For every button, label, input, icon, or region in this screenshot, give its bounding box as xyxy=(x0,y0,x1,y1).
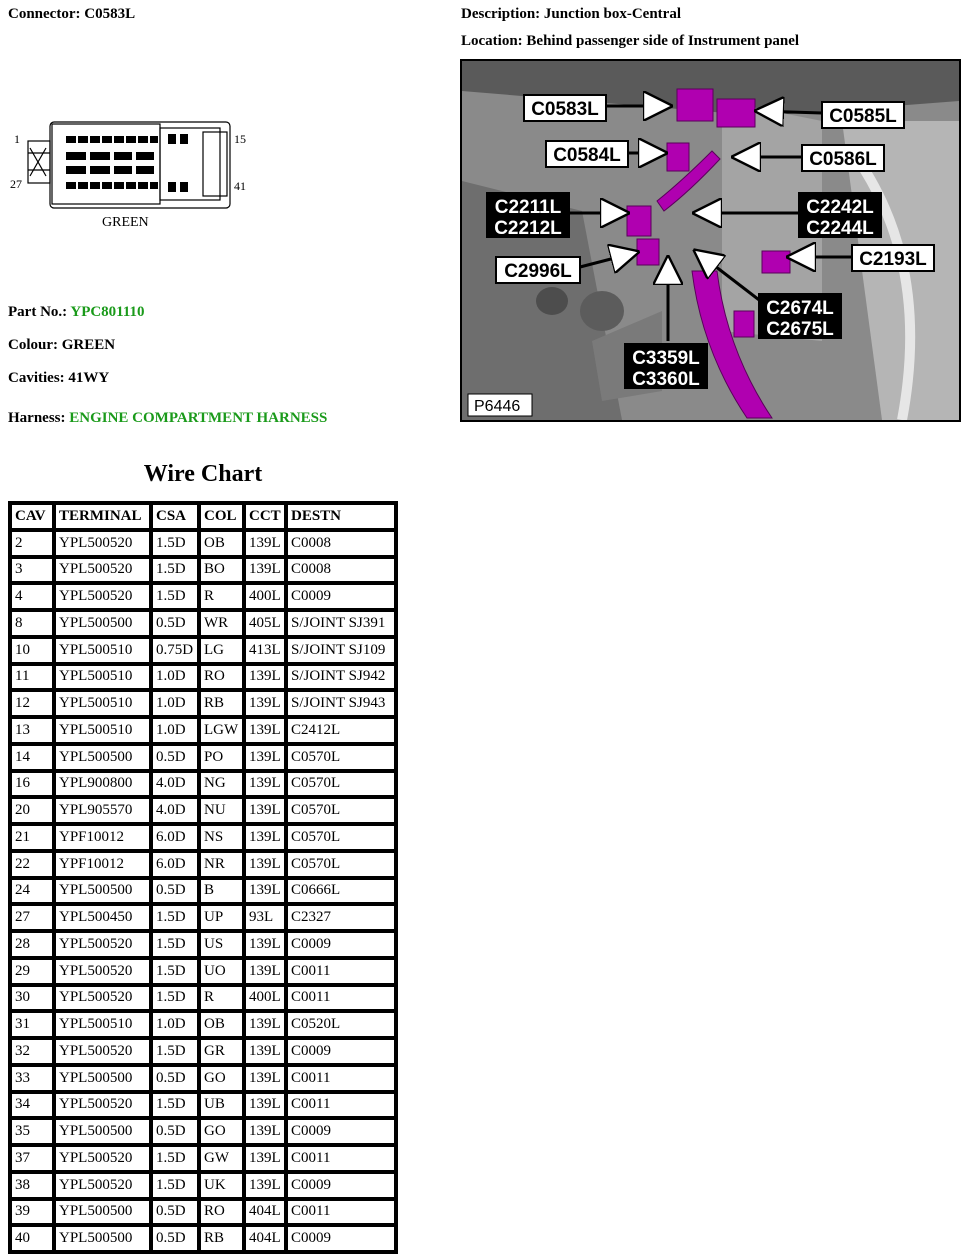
cell-destn: C0011 xyxy=(286,1199,396,1226)
cell-col: NS xyxy=(199,824,244,851)
cell-destn: C0009 xyxy=(286,583,396,610)
cavities-value: 41WY xyxy=(68,370,110,386)
cell-cct: 139L xyxy=(244,1092,286,1119)
cell-destn: C0570L xyxy=(286,824,396,851)
wire-chart-title: Wire Chart xyxy=(143,461,263,487)
part-field xyxy=(8,304,145,321)
cell-terminal: YPL905570 xyxy=(54,797,151,824)
cell-col: UP xyxy=(199,904,244,931)
cell-csa: 1.5D xyxy=(151,904,199,931)
cell-destn: S/JOINT SJ943 xyxy=(286,690,396,717)
cell-col: RB xyxy=(199,1225,244,1252)
cell-col: LG xyxy=(199,637,244,664)
colour-field xyxy=(8,337,115,354)
harness-label: Harness: xyxy=(8,410,66,426)
callout-c3360l: C3360L xyxy=(632,369,700,390)
cell-cct: 93L xyxy=(244,904,286,931)
table-row xyxy=(10,797,396,824)
table-row xyxy=(10,530,396,557)
cell-terminal: YPL500520 xyxy=(54,1145,151,1172)
cell-terminal: YPL900800 xyxy=(54,771,151,798)
cell-col: NR xyxy=(199,851,244,878)
table-row xyxy=(10,690,396,717)
colour-label: Colour: xyxy=(8,337,58,353)
cell-cav: 14 xyxy=(10,744,54,771)
cell-csa: 0.5D xyxy=(151,610,199,637)
cell-csa: 4.0D xyxy=(151,771,199,798)
cell-col: RO xyxy=(199,664,244,691)
cell-col: RB xyxy=(199,690,244,717)
cell-cct: 139L xyxy=(244,1038,286,1065)
photo-reference: P6446 xyxy=(474,398,521,415)
callout-c0584l: C0584L xyxy=(553,145,621,166)
cell-col: UK xyxy=(199,1172,244,1199)
cell-cav: 35 xyxy=(10,1118,54,1145)
cell-destn: S/JOINT SJ109 xyxy=(286,637,396,664)
cell-destn: C0011 xyxy=(286,958,396,985)
pin-27-label: 27 xyxy=(10,177,22,191)
cell-terminal: YPL500500 xyxy=(54,610,151,637)
cell-destn: C0011 xyxy=(286,985,396,1012)
cell-cct: 139L xyxy=(244,878,286,905)
cell-cct: 139L xyxy=(244,664,286,691)
table-row xyxy=(10,717,396,744)
cell-cct: 139L xyxy=(244,958,286,985)
cell-destn: C0666L xyxy=(286,878,396,905)
table-row xyxy=(10,1118,396,1145)
header-destn: DESTN xyxy=(286,503,396,530)
cell-cct: 139L xyxy=(244,557,286,584)
cell-csa: 1.5D xyxy=(151,1092,199,1119)
cell-col: R xyxy=(199,985,244,1012)
cell-cct: 139L xyxy=(244,717,286,744)
part-label: Part No.: xyxy=(8,304,68,320)
callout-c2212l: C2212L xyxy=(494,218,562,239)
cell-cav: 8 xyxy=(10,610,54,637)
cell-cav: 21 xyxy=(10,824,54,851)
callout-c2244l: C2244L xyxy=(806,218,874,239)
cell-col: OB xyxy=(199,530,244,557)
cell-terminal: YPL500500 xyxy=(54,744,151,771)
cell-csa: 1.5D xyxy=(151,1145,199,1172)
cell-cct: 139L xyxy=(244,1145,286,1172)
cell-csa: 0.5D xyxy=(151,1118,199,1145)
connector-diagram xyxy=(8,118,258,233)
table-row xyxy=(10,931,396,958)
cell-terminal: YPL500520 xyxy=(54,931,151,958)
table-row xyxy=(10,637,396,664)
cell-col: UO xyxy=(199,958,244,985)
cell-terminal: YPL500520 xyxy=(54,1092,151,1119)
cell-terminal: YPL500450 xyxy=(54,904,151,931)
callout-c2996l: C2996L xyxy=(504,261,572,282)
callout-c2675l: C2675L xyxy=(766,319,834,340)
cell-destn: C0009 xyxy=(286,1172,396,1199)
header-cct: CCT xyxy=(244,503,286,530)
cell-cct: 139L xyxy=(244,1118,286,1145)
table-header-row xyxy=(10,503,396,530)
cell-cct: 400L xyxy=(244,985,286,1012)
table-row xyxy=(10,958,396,985)
part-value: YPC801110 xyxy=(70,304,145,320)
cell-csa: 1.0D xyxy=(151,690,199,717)
connector-colour-label: GREEN xyxy=(102,215,149,230)
table-row xyxy=(10,664,396,691)
cell-col: RO xyxy=(199,1199,244,1226)
pin-15-label: 15 xyxy=(234,132,246,146)
cell-cav: 32 xyxy=(10,1038,54,1065)
cell-csa: 6.0D xyxy=(151,851,199,878)
cell-csa: 1.0D xyxy=(151,1011,199,1038)
cell-col: OB xyxy=(199,1011,244,1038)
wire-chart-rows xyxy=(10,530,396,1252)
cell-cav: 28 xyxy=(10,931,54,958)
cell-destn: C0570L xyxy=(286,744,396,771)
cell-csa: 1.5D xyxy=(151,1172,199,1199)
cell-cav: 30 xyxy=(10,985,54,1012)
cell-cct: 405L xyxy=(244,610,286,637)
cell-cav: 33 xyxy=(10,1065,54,1092)
cell-col: R xyxy=(199,583,244,610)
cell-col: US xyxy=(199,931,244,958)
cell-destn: C0570L xyxy=(286,851,396,878)
cell-col: GO xyxy=(199,1118,244,1145)
table-row xyxy=(10,985,396,1012)
cell-col: LGW xyxy=(199,717,244,744)
cell-csa: 1.5D xyxy=(151,958,199,985)
table-row xyxy=(10,1225,396,1252)
cell-terminal: YPL500500 xyxy=(54,1199,151,1226)
header-terminal: TERMINAL xyxy=(54,503,151,530)
cell-cav: 11 xyxy=(10,664,54,691)
cell-col: GR xyxy=(199,1038,244,1065)
cell-terminal: YPL500520 xyxy=(54,557,151,584)
cell-cav: 38 xyxy=(10,1172,54,1199)
cell-cct: 139L xyxy=(244,1065,286,1092)
cell-terminal: YPL500500 xyxy=(54,1118,151,1145)
cell-cct: 139L xyxy=(244,1011,286,1038)
cell-terminal: YPL500520 xyxy=(54,1038,151,1065)
cell-cct: 413L xyxy=(244,637,286,664)
cell-cav: 40 xyxy=(10,1225,54,1252)
cell-cct: 400L xyxy=(244,583,286,610)
connector-label: Connector: xyxy=(8,6,81,22)
callout-c0586l: C0586L xyxy=(809,149,877,170)
cell-cav: 37 xyxy=(10,1145,54,1172)
cell-terminal: YPL500520 xyxy=(54,1172,151,1199)
wire-chart-table xyxy=(8,501,398,1254)
cell-cct: 139L xyxy=(244,690,286,717)
table-row xyxy=(10,1199,396,1226)
cell-cav: 27 xyxy=(10,904,54,931)
cell-csa: 1.5D xyxy=(151,530,199,557)
table-row xyxy=(10,744,396,771)
cell-destn: C0009 xyxy=(286,1118,396,1145)
harness-field xyxy=(8,410,327,427)
location-value: Behind passenger side of Instrument panel xyxy=(526,33,800,49)
cell-cav: 29 xyxy=(10,958,54,985)
cell-cav: 12 xyxy=(10,690,54,717)
cell-destn: C0009 xyxy=(286,1225,396,1252)
cell-csa: 1.5D xyxy=(151,931,199,958)
connector-body-outline xyxy=(28,122,230,208)
table-row xyxy=(10,1011,396,1038)
cell-cct: 404L xyxy=(244,1225,286,1252)
cell-cct: 139L xyxy=(244,851,286,878)
cell-destn: C2327 xyxy=(286,904,396,931)
cell-terminal: YPL500500 xyxy=(54,1065,151,1092)
cell-cav: 22 xyxy=(10,851,54,878)
location-label: Location: xyxy=(461,33,523,49)
cell-col: PO xyxy=(199,744,244,771)
callout-c2242l: C2242L xyxy=(806,197,874,218)
cell-destn: S/JOINT SJ942 xyxy=(286,664,396,691)
cell-destn: C0570L xyxy=(286,797,396,824)
callout-c2674l: C2674L xyxy=(766,298,834,319)
pin-41-label: 41 xyxy=(234,179,246,193)
cavities-label: Cavities: xyxy=(8,370,65,386)
cell-csa: 1.0D xyxy=(151,717,199,744)
cell-cct: 139L xyxy=(244,931,286,958)
table-row xyxy=(10,610,396,637)
cell-destn: C2412L xyxy=(286,717,396,744)
callout-c2193l: C2193L xyxy=(859,249,927,270)
description-field xyxy=(461,6,681,23)
header-cav: CAV xyxy=(10,503,54,530)
table-row xyxy=(10,904,396,931)
cell-csa: 0.5D xyxy=(151,878,199,905)
table-row xyxy=(10,583,396,610)
cell-cct: 139L xyxy=(244,771,286,798)
cell-cct: 139L xyxy=(244,530,286,557)
cell-terminal: YPL500510 xyxy=(54,717,151,744)
cavities-field xyxy=(8,370,109,387)
cell-col: NG xyxy=(199,771,244,798)
description-label: Description: xyxy=(461,6,541,22)
cell-col: BO xyxy=(199,557,244,584)
cell-terminal: YPL500500 xyxy=(54,1225,151,1252)
pin-1-label: 1 xyxy=(14,132,20,146)
cell-csa: 1.5D xyxy=(151,583,199,610)
cell-cav: 20 xyxy=(10,797,54,824)
location-photo-illustration xyxy=(462,61,959,420)
cell-destn: C0520L xyxy=(286,1011,396,1038)
cell-cav: 13 xyxy=(10,717,54,744)
cell-terminal: YPL500510 xyxy=(54,1011,151,1038)
table-row xyxy=(10,878,396,905)
cell-csa: 0.75D xyxy=(151,637,199,664)
cell-csa: 1.5D xyxy=(151,557,199,584)
cell-col: NU xyxy=(199,797,244,824)
cell-csa: 6.0D xyxy=(151,824,199,851)
cell-terminal: YPL500520 xyxy=(54,530,151,557)
cell-terminal: YPF10012 xyxy=(54,824,151,851)
cell-col: GO xyxy=(199,1065,244,1092)
cell-cav: 34 xyxy=(10,1092,54,1119)
cell-destn: C0011 xyxy=(286,1092,396,1119)
cell-col: WR xyxy=(199,610,244,637)
cell-csa: 1.5D xyxy=(151,1038,199,1065)
location-field xyxy=(461,33,799,50)
cell-cav: 24 xyxy=(10,878,54,905)
callout-c2211l: C2211L xyxy=(494,197,562,218)
table-row xyxy=(10,1038,396,1065)
cell-cav: 3 xyxy=(10,557,54,584)
table-row xyxy=(10,1145,396,1172)
table-row xyxy=(10,1172,396,1199)
cell-csa: 0.5D xyxy=(151,744,199,771)
cell-destn: C0570L xyxy=(286,771,396,798)
cell-col: GW xyxy=(199,1145,244,1172)
cell-cct: 139L xyxy=(244,824,286,851)
cell-destn: S/JOINT SJ391 xyxy=(286,610,396,637)
cell-terminal: YPL500520 xyxy=(54,958,151,985)
cell-cct: 139L xyxy=(244,1172,286,1199)
cell-csa: 0.5D xyxy=(151,1065,199,1092)
cell-csa: 0.5D xyxy=(151,1199,199,1226)
cell-col: UB xyxy=(199,1092,244,1119)
cell-csa: 0.5D xyxy=(151,1225,199,1252)
cell-cav: 4 xyxy=(10,583,54,610)
header-csa: CSA xyxy=(151,503,199,530)
cell-terminal: YPL500510 xyxy=(54,637,151,664)
cell-terminal: YPF10012 xyxy=(54,851,151,878)
table-row xyxy=(10,1065,396,1092)
cell-terminal: YPL500520 xyxy=(54,583,151,610)
cavity-grid xyxy=(66,134,188,192)
callout-c0585l: C0585L xyxy=(829,106,897,127)
cell-cav: 39 xyxy=(10,1199,54,1226)
colour-value: GREEN xyxy=(61,337,116,353)
cell-csa: 4.0D xyxy=(151,797,199,824)
description-value: Junction box-Central xyxy=(543,6,681,22)
cell-terminal: YPL500520 xyxy=(54,985,151,1012)
table-row xyxy=(10,771,396,798)
table-row xyxy=(10,1092,396,1119)
cell-destn: C0009 xyxy=(286,931,396,958)
table-row xyxy=(10,557,396,584)
cell-destn: C0009 xyxy=(286,1038,396,1065)
cell-destn: C0011 xyxy=(286,1145,396,1172)
cell-cct: 139L xyxy=(244,744,286,771)
location-photo xyxy=(460,59,961,422)
cell-terminal: YPL500510 xyxy=(54,664,151,691)
harness-value: ENGINE COMPARTMENT HARNESS xyxy=(69,410,328,426)
cell-destn: C0008 xyxy=(286,557,396,584)
callout-c0583l: C0583L xyxy=(531,99,599,120)
cell-col: B xyxy=(199,878,244,905)
cell-cav: 2 xyxy=(10,530,54,557)
cell-terminal: YPL500500 xyxy=(54,878,151,905)
cell-terminal: YPL500510 xyxy=(54,690,151,717)
connector-value: C0583L xyxy=(84,6,136,22)
cell-cav: 10 xyxy=(10,637,54,664)
cell-destn: C0011 xyxy=(286,1065,396,1092)
table-row xyxy=(10,824,396,851)
cell-csa: 1.5D xyxy=(151,985,199,1012)
cell-cct: 404L xyxy=(244,1199,286,1226)
table-row xyxy=(10,851,396,878)
connector-field xyxy=(8,6,135,23)
callout-c3359l: C3359L xyxy=(632,348,700,369)
cell-cav: 16 xyxy=(10,771,54,798)
header-col: COL xyxy=(199,503,244,530)
cell-csa: 1.0D xyxy=(151,664,199,691)
cell-destn: C0008 xyxy=(286,530,396,557)
cell-cav: 31 xyxy=(10,1011,54,1038)
cell-cct: 139L xyxy=(244,797,286,824)
